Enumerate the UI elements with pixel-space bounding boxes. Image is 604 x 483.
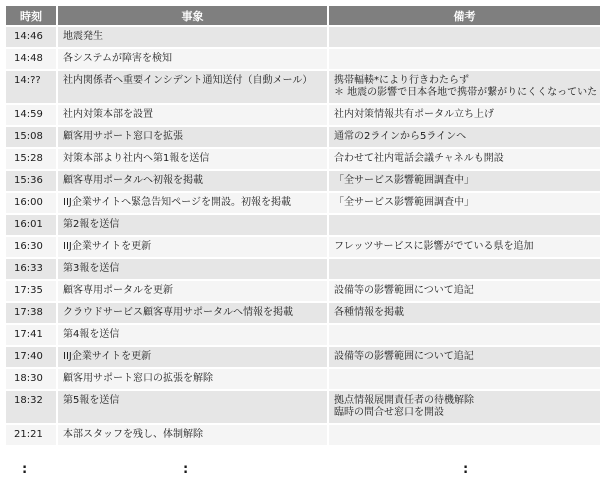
row-note [329,127,600,147]
row-time: 15:36 [6,171,56,191]
row-event: 顧客専用ポータルを更新 [58,281,327,301]
continuation-event: : [183,462,189,477]
row-event: 第4報を送信 [58,325,327,345]
row-note [329,71,600,103]
row-event: IIJ企業サイトへ緊急告知ページを開設。初報を掲載 [58,193,327,213]
row-time: 21:21 [6,425,56,445]
row-note [329,27,600,47]
table-row [6,425,600,445]
row-note [329,369,600,389]
table-row [6,303,600,323]
note-line: フレッツサービスに影響がでている県を追加 [334,241,534,252]
row-note [329,237,600,257]
table-row [6,49,600,69]
row-time: 16:00 [6,193,56,213]
row-note [329,425,600,445]
note-line: 通常の2ラインから5ラインへ [334,131,467,142]
table-row [6,71,600,103]
row-time: 14:59 [6,105,56,125]
note-line: 社内対策情報共有ポータル立ち上げ [334,109,494,120]
row-note [329,303,600,323]
row-time: 14:?? [6,71,56,103]
timeline-rows [6,27,600,445]
header-time: 時刻 [6,6,56,25]
table-row [6,215,600,235]
table-row [6,105,600,125]
row-time: 18:32 [6,391,56,423]
row-event: 本部スタッフを残し、体制解除 [58,425,327,445]
continuation-note: : [463,462,469,477]
row-event: IIJ企業サイトを更新 [58,237,327,257]
row-time: 14:48 [6,49,56,69]
row-time: 17:38 [6,303,56,323]
note-line: ＊ 地震の影響で日本各地で携帯が繋がりにくくなっていた [334,87,598,98]
note-line: 各種情報を掲載 [334,307,404,318]
row-time: 17:41 [6,325,56,345]
row-note [329,193,600,213]
row-event: 対策本部より社内へ第1報を送信 [58,149,327,169]
row-event: 第2報を送信 [58,215,327,235]
row-time: 18:30 [6,369,56,389]
row-note [329,49,600,69]
row-note [329,105,600,125]
table-row [6,369,600,389]
row-event: 社内関係者へ重要インシデント通知送付（自動メール） [58,71,327,103]
row-event: 顧客用サポート窓口を拡張 [58,127,327,147]
note-line: 設備等の影響範囲について追記 [334,351,474,362]
row-event: 顧客専用ポータルへ初報を掲載 [58,171,327,191]
row-time: 17:35 [6,281,56,301]
row-event: 顧客用サポート窓口の拡張を解除 [58,369,327,389]
row-event: 社内対策本部を設置 [58,105,327,125]
row-event: 地震発生 [58,27,327,47]
header-row [6,6,600,25]
row-event: クラウドサービス顧客専用サポータルへ情報を掲載 [58,303,327,323]
header-event: 事象 [58,6,327,25]
note-line: 携帯輻輳*により行きわたらず [334,75,469,86]
row-note [329,171,600,191]
continuation-time: : [22,462,28,477]
row-event: 第3報を送信 [58,259,327,279]
row-event: IIJ企業サイトを更新 [58,347,327,367]
note-line: 設備等の影響範囲について追記 [334,285,474,296]
table-row [6,193,600,213]
table-row [6,127,600,147]
row-note [329,325,600,345]
row-note [329,391,600,423]
table-row [6,259,600,279]
table-row [6,281,600,301]
table-row [6,391,600,423]
note-line: 拠点情報展開責任者の待機解除 [334,395,474,406]
row-note [329,215,600,235]
note-line: 「全サービス影響範囲調査中」 [334,197,474,208]
header-note: 備考 [329,6,600,25]
row-note [329,347,600,367]
row-time: 16:30 [6,237,56,257]
table-row [6,325,600,345]
row-event: 各システムが障害を検知 [58,49,327,69]
row-time: 15:28 [6,149,56,169]
row-time: 16:33 [6,259,56,279]
row-note [329,281,600,301]
table-row [6,149,600,169]
table-row [6,171,600,191]
table-row [6,27,600,47]
row-note [329,259,600,279]
row-event: 第5報を送信 [58,391,327,423]
table-row [6,347,600,367]
table-row [6,237,600,257]
row-time: 14:46 [6,27,56,47]
row-note [329,149,600,169]
incident-timeline-table [4,4,602,447]
note-line: 「全サービス影響範囲調査中」 [334,175,474,186]
note-line: 合わせて社内電話会議チャネルも開設 [334,153,504,164]
note-line: 臨時の問合せ窓口を開設 [334,407,444,418]
row-time: 17:40 [6,347,56,367]
row-time: 16:01 [6,215,56,235]
row-time: 15:08 [6,127,56,147]
